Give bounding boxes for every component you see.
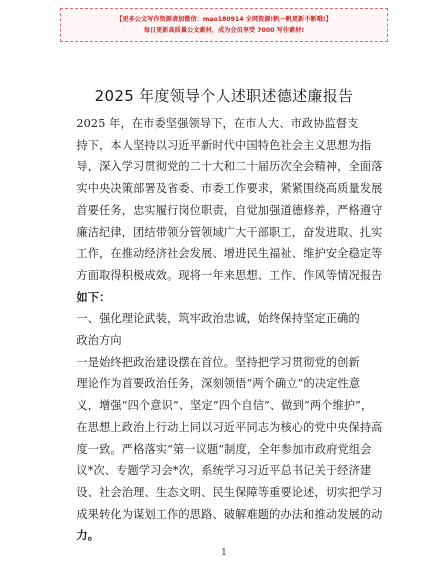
text-line: 力。 [76,528,100,543]
document-title: 2025 年度领导个人述职述德述廉报告 [94,87,354,105]
text-line: 工作，在推动经济社会发展、增进民生福祉、维护安全稳定等 [76,247,383,261]
text-line: 度一致。严格落实“第一议题”制度，全年参加市政府党组会 [76,442,372,456]
text-line: 导，深入学习贯彻党的二十大和二十届历次全会精神，全面落 [76,160,383,174]
text-line: 持下，本人坚持以习近平新时代中国特色社会主义思想为指 [76,138,372,152]
promo-banner-line1: 【更多公文写作资源请加微信：mao180914 全网资源!帆一帆更新不断哦!】 [116,16,332,23]
text-line: 廉洁纪律，团结带领分管领域广大干部职工，奋发进取、扎实 [76,225,383,239]
promo-banner-line2: 每日更新高质量公文素材，成为会员享受 7000 写作素材! [143,27,305,34]
text-line: 一是始终把政治建设摆在首位。坚持把学习贯彻党的创新 [76,355,360,369]
text-line: 方面取得积极成效。现将一年来思想、工作、作风等情况报告 [76,268,383,282]
text-line: 首要任务，忠实履行岗位职责，自觉加强道德修养，严格遵守 [76,203,383,217]
section-heading [54,308,398,351]
text-line: 在思想上政治上行动上同以习近平同志为核心的党中央保持高 [76,420,383,434]
text-line: 设、社会治理、生态文明、民生保障等重要论述，切实把学习 [76,485,383,499]
text-line: 政治方向 [76,334,122,348]
text-line: 如下： [76,289,111,304]
text-line: 义，增强“四个意识”、坚定“四个自信”、做到“两个维护”， [76,399,373,413]
text-line: 理论作为首要政治任务，深刻领悟“两个确立”的决定性意 [76,377,361,391]
text-line: 2025 年，在市委坚强领导下，在市人大、市政协监督支 [76,117,359,130]
document-body [54,113,398,547]
text-line: 成果转化为谋划工作的思路、破解难题的办法和推动发展的动 [76,507,383,521]
intro-paragraph [54,113,398,308]
page-number: 1 [221,548,227,558]
promo-banner [60,8,388,42]
text-line: 一、强化理论武装，筑牢政治忠诚，始终保持坚定正确的 [76,312,360,326]
body-paragraph [54,352,398,547]
text-line: 实中央决策部署及省委、市委工作要求，紧紧围绕高质量发展 [76,182,383,196]
text-line: 议*次、专题学习会*次，系统学习习近平总书记关于经济建 [76,464,372,478]
